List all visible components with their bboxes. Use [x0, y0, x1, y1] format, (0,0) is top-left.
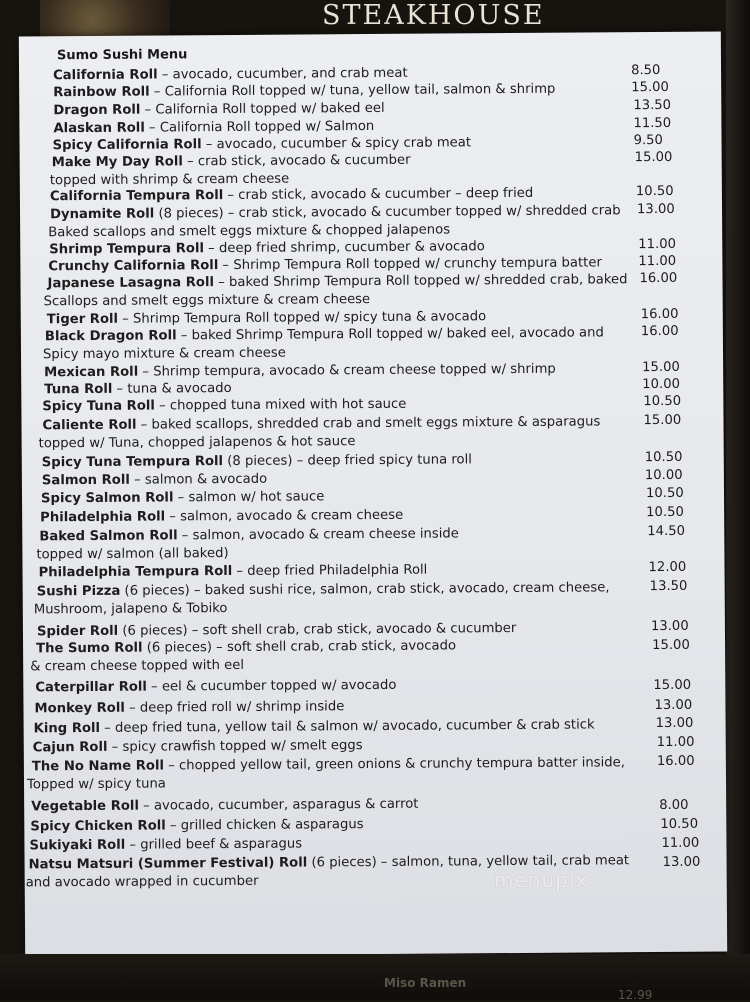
menu-item: [36, 525, 459, 563]
item-name: Tiger Roll: [46, 311, 119, 328]
item-price: 15.00: [642, 359, 680, 376]
item-price: 10.50: [635, 183, 674, 200]
item-price: 10.00: [644, 467, 683, 484]
item-name: Caterpillar Roll: [35, 679, 147, 696]
item-name: Japanese Lasagna Roll: [47, 275, 215, 292]
item-price: 15.00: [631, 79, 669, 96]
item-description-continued: Spicy mayo mixture & cream cheese: [42, 345, 286, 362]
item-price: 13.00: [662, 854, 701, 870]
item-description-continued: Topped w/ spicy tuna: [26, 776, 166, 793]
item-description: (6 pieces) – baked sushi rice, salmon, crab stick, avocado, cream cheese,: [120, 580, 610, 599]
item-name: King Roll: [33, 720, 101, 737]
item-description: – tuna & avocado: [112, 380, 232, 397]
item-description: (6 pieces) – soft shell crab, crab stick, avocado: [142, 638, 457, 656]
menu-item: [50, 202, 621, 241]
item-description: – deep fried tuna, yellow tail & salmon w/ avocado, cucumber & crab stick: [99, 717, 595, 736]
item-price: 12.00: [648, 559, 687, 576]
item-name: Spider Roll: [36, 623, 119, 640]
item-name: Black Dragon Roll: [44, 328, 177, 345]
item-description: (8 pieces) – crab stick, avocado & cucumber topped w/ shredded crab: [154, 203, 621, 222]
item-price: 10.50: [645, 485, 684, 502]
item-description: – grilled beef & asparagus: [125, 836, 303, 853]
menu-item: [30, 637, 457, 675]
item-description: – salmon, avocado & cream cheese: [165, 507, 404, 525]
item-price: 11.00: [656, 734, 695, 751]
item-description: – eel & cucumber topped w/ avocado: [146, 677, 397, 695]
item-price: 16.00: [656, 753, 695, 770]
restaurant-title: STEAKHOUSE: [322, 0, 545, 31]
menu-item: [44, 361, 556, 382]
item-price: 8.50: [630, 62, 661, 79]
menu-item: [41, 488, 324, 508]
menu-item: [42, 451, 472, 472]
background-edge: [726, 0, 750, 1000]
item-price: 13.00: [654, 697, 693, 714]
item-description-continued: topped w/ salmon (all baked): [36, 545, 229, 562]
item-description: – avocado, cucumber & spicy crab meat: [201, 135, 472, 153]
item-price: 10.00: [642, 376, 681, 393]
item-price: 13.00: [650, 618, 689, 635]
menu-item: [42, 396, 406, 416]
item-name: The No Name Roll: [31, 758, 165, 775]
item-description: – avocado, cucumber, and crab meat: [157, 65, 408, 83]
item-name: Crunchy California Roll: [48, 258, 219, 275]
item-name: Shrimp Tempura Roll: [49, 241, 205, 258]
watermark-logo: menupix: [494, 868, 589, 892]
menu-item: [33, 579, 610, 618]
item-name: Spicy Tuna Roll: [42, 398, 155, 415]
item-description: – grilled chicken & asparagus: [165, 817, 364, 834]
item-description: – Shrimp Tempura Roll topped w/ crunchy tempura batter: [218, 255, 602, 274]
menu-item: [30, 816, 363, 836]
item-price: 11.00: [638, 253, 677, 270]
item-price: 15.00: [634, 149, 673, 166]
item-name: Baked Salmon Roll: [39, 528, 178, 545]
item-description-continued: topped with shrimp & cream cheese: [49, 171, 290, 188]
next-page-item: Miso Ramen: [384, 976, 467, 990]
item-description-continued: Mushroom, jalapeno & Tobiko: [33, 600, 228, 617]
item-description: – chopped tuna mixed with hot sauce: [154, 396, 407, 414]
item-name: Sukiyaki Roll: [29, 837, 126, 854]
item-description: – deep fried roll w/ shrimp inside: [124, 699, 345, 716]
item-description: – salmon & avocado: [129, 471, 268, 488]
menu-item: [43, 271, 628, 310]
menu-item: [34, 716, 595, 738]
item-description: – Shrimp tempura, avocado & cream cheese topped w/ shrimp: [138, 361, 556, 380]
item-description: (8 pieces) – deep fried spicy tuna roll: [222, 452, 472, 470]
item-price: 13.50: [649, 578, 688, 595]
item-description: – salmon, avocado & cream cheese inside: [177, 526, 459, 544]
item-description: – crab stick, avocado & cucumber: [182, 152, 411, 170]
item-description: – deep fried Philadelphia Roll: [232, 562, 428, 579]
menu-item: [38, 562, 427, 582]
item-name: Make My Day Roll: [51, 154, 183, 171]
menu-item: [33, 737, 363, 757]
item-price: 15.00: [643, 412, 682, 429]
menu-item: [53, 81, 555, 102]
item-name: Philadelphia Roll: [40, 509, 166, 526]
item-description: – salmon w/ hot sauce: [173, 489, 325, 506]
item-description-continued: Scallops and smelt eggs mixture & cream cheese: [43, 291, 371, 309]
food-photo: [40, 0, 170, 40]
item-description: – California Roll topped w/ Salmon: [144, 118, 375, 136]
menu-item: [42, 471, 267, 490]
item-price: 15.00: [652, 637, 690, 654]
menu-item: [31, 796, 418, 816]
next-page-price: 12.99: [618, 988, 653, 1002]
item-name: Rainbow Roll: [53, 84, 150, 101]
item-name: Philadelphia Tempura Roll: [38, 563, 233, 581]
item-name: Spicy California Roll: [52, 137, 202, 154]
item-price: 13.00: [636, 201, 675, 218]
item-price: 13.00: [655, 715, 694, 732]
item-description: – avocado, cucumber, asparagus & carrot: [138, 796, 419, 814]
item-name: Mexican Roll: [44, 364, 139, 381]
item-name: California Roll: [53, 67, 158, 84]
menu-item: [34, 698, 344, 718]
item-description: – baked Shrimp Tempura Roll topped w/ shredded crab, baked: [213, 272, 628, 291]
item-price: 15.00: [653, 677, 692, 694]
item-price: 10.50: [660, 816, 699, 833]
menu-item: [35, 677, 396, 697]
item-description: – chopped yellow tail, green onions & crunchy tempura batter inside,: [163, 755, 625, 774]
item-description: – crab stick, avocado & cucumber – deep fried: [223, 185, 534, 204]
item-name: Spicy Salmon Roll: [40, 490, 174, 507]
item-name: Natsu Matsuri (Summer Festival) Roll: [28, 855, 308, 873]
item-name: Alaskan Roll: [53, 120, 145, 137]
item-description: – deep fried shrimp, cucumber & avocado: [203, 239, 485, 257]
menu-heading: Sumo Sushi Menu: [56, 47, 188, 64]
item-price: 11.00: [638, 236, 677, 253]
item-name: The Sumo Roll: [36, 640, 143, 657]
item-name: Dragon Roll: [53, 102, 141, 119]
menu-sheet: [19, 32, 727, 957]
item-name: Caliente Roll: [42, 417, 137, 434]
item-price: 10.50: [643, 393, 682, 410]
item-name: Spicy Tuna Tempura Roll: [41, 454, 224, 471]
item-description: – California Roll topped w/ baked eel: [140, 100, 385, 118]
item-price: 8.00: [659, 797, 689, 814]
item-price: 16.00: [639, 270, 678, 287]
item-name: Cajun Roll: [32, 739, 108, 756]
menu-item: [49, 152, 411, 190]
menu-item: [29, 836, 302, 855]
item-name: Dynamite Roll: [49, 206, 155, 223]
menu-item: [44, 380, 232, 399]
menu-item: [53, 100, 384, 120]
item-name: Salmon Roll: [41, 472, 130, 489]
item-price: 13.50: [633, 97, 672, 114]
item-description-continued: and avocado wrapped in cucumber: [25, 873, 259, 891]
item-name: Vegetable Roll: [31, 798, 140, 815]
menu-item: [42, 324, 604, 363]
item-name: Tuna Roll: [44, 381, 113, 398]
item-description: (6 pieces) – soft shell crab, crab stick, avocado & cucumber: [118, 621, 517, 639]
item-price: 11.00: [661, 835, 700, 851]
item-description: – baked Shrimp Tempura Roll topped w/ baked eel, avocado and: [176, 325, 604, 344]
item-price: 16.00: [640, 306, 679, 323]
item-price: 9.50: [633, 132, 663, 149]
item-description: – baked scallops, shredded crab and smelt eggs mixture & asparagus: [136, 414, 601, 433]
item-name: Sushi Pizza: [36, 583, 121, 600]
menu-item: [26, 754, 625, 793]
item-name: Spicy Chicken Roll: [30, 818, 166, 835]
item-name: California Tempura Roll: [49, 188, 224, 205]
item-price: 16.00: [640, 323, 679, 340]
item-description: – spicy crawfish topped w/ smelt eggs: [107, 738, 363, 755]
item-description-continued: Baked scallops and smelt eggs mixture & chopped jalapenos: [48, 222, 451, 240]
item-name: Monkey Roll: [34, 700, 125, 717]
menu-item: [40, 507, 403, 527]
item-description-continued: topped w/ Tuna, chopped jalapenos & hot sauce: [38, 433, 356, 451]
item-price: 11.50: [633, 115, 672, 132]
item-price: 10.50: [646, 504, 684, 521]
item-description: (6 pieces) – salmon, tuna, yellow tail, crab meat: [307, 853, 630, 871]
menu-item: [38, 413, 601, 452]
item-description: – California Roll topped w/ tuna, yellow tail, salmon & shrimp: [149, 81, 556, 100]
item-price: 10.50: [644, 449, 683, 466]
item-description: – Shrimp Tempura Roll topped w/ spicy tuna & avocado: [117, 309, 487, 327]
item-price: 14.50: [647, 523, 686, 540]
item-description-continued: & cream cheese topped with eel: [30, 657, 245, 674]
